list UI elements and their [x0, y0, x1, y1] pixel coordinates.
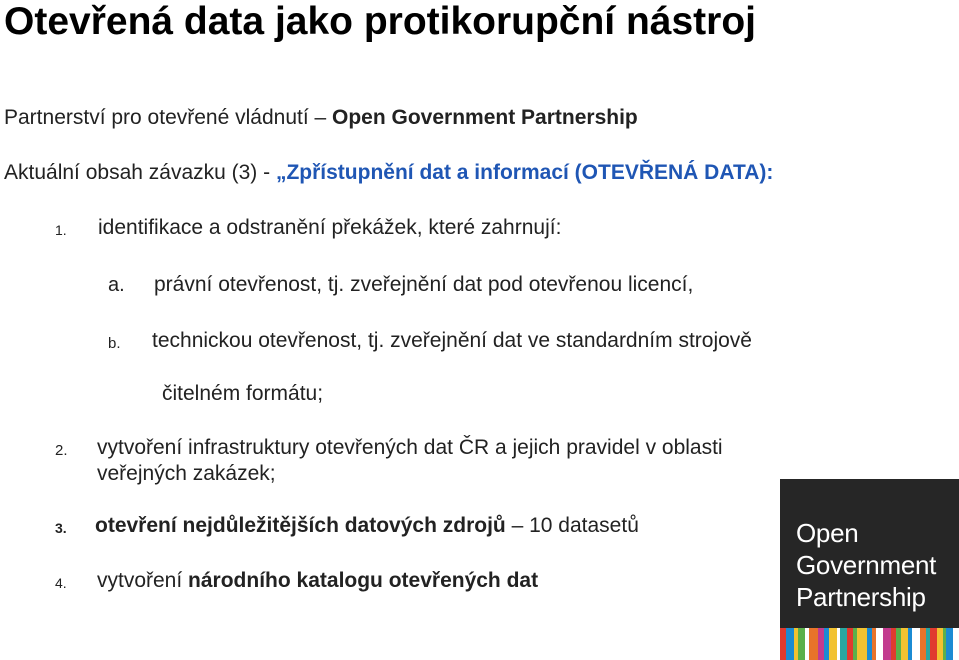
ogp-logo-line-1: Open — [796, 518, 859, 548]
ogp-stripe — [930, 628, 937, 660]
ogp-stripe — [946, 628, 953, 660]
intro-prefix: Partnerství pro otevřené vládnutí – — [4, 106, 333, 129]
item-1-number: 1. — [55, 222, 67, 238]
subitem-a-text: právní otevřenost, tj. zveřejnění dat pod otevřenou licencí, — [154, 273, 694, 296]
ogp-stripe — [809, 628, 818, 660]
ogp-stripe — [798, 628, 805, 660]
commitment-line — [4, 160, 773, 186]
ogp-logo-line-3: Partnership — [796, 582, 926, 612]
ogp-stripe — [829, 628, 837, 660]
ogp-logo — [780, 479, 959, 660]
ogp-stripe — [883, 628, 891, 660]
intro-highlight: Open Government Partnership — [332, 106, 638, 129]
item-3-rest: – 10 datasetů — [505, 514, 639, 537]
item-3-number: 3. — [55, 520, 67, 536]
item-2-line1: vytvoření infrastruktury otevřených dat ČR a jejich pravidel v oblasti — [97, 436, 723, 459]
ogp-stripe — [912, 628, 920, 660]
ogp-logo-line-2: Government — [796, 550, 937, 580]
item-4-number: 4. — [55, 575, 67, 591]
item-4-bold: národního katalogu otevřených dat — [188, 569, 539, 592]
ogp-stripe — [953, 628, 959, 660]
item-4-text — [97, 568, 538, 594]
ogp-stripe — [857, 628, 866, 660]
ogp-logo-stripes — [780, 628, 959, 660]
subitem-b-letter: b. — [108, 335, 121, 352]
item-2-number: 2. — [55, 442, 68, 459]
subitem-a-letter: a. — [108, 274, 125, 296]
page-title: Otevřená data jako protikorupční nástroj — [4, 0, 757, 43]
ogp-stripe — [786, 628, 794, 660]
ogp-logo-text — [796, 517, 936, 613]
ogp-stripe — [901, 628, 908, 660]
item-1-text: identifikace a odstranění překážek, které zahrnují: — [98, 216, 562, 239]
ogp-stripe — [840, 628, 847, 660]
ogp-stripe — [876, 628, 883, 660]
item-3-text — [95, 513, 639, 539]
subitem-b-text: technickou otevřenost, tj. zveřejnění dat ve standardním strojově — [152, 329, 752, 352]
item-3-bold: otevření nejdůležitějších datových zdrojů — [95, 514, 506, 537]
subitem-b-continuation: čitelném formátu; — [162, 382, 324, 405]
item-4-prefix: vytvoření — [97, 569, 189, 592]
commitment-highlight: „Zpřístupnění dat a informací (OTEVŘENÁ DATA): — [275, 161, 774, 184]
intro-line — [4, 105, 638, 131]
item-2-line2: veřejných zakázek; — [97, 462, 276, 485]
commitment-prefix: Aktuální obsah závazku (3) - — [4, 161, 276, 184]
